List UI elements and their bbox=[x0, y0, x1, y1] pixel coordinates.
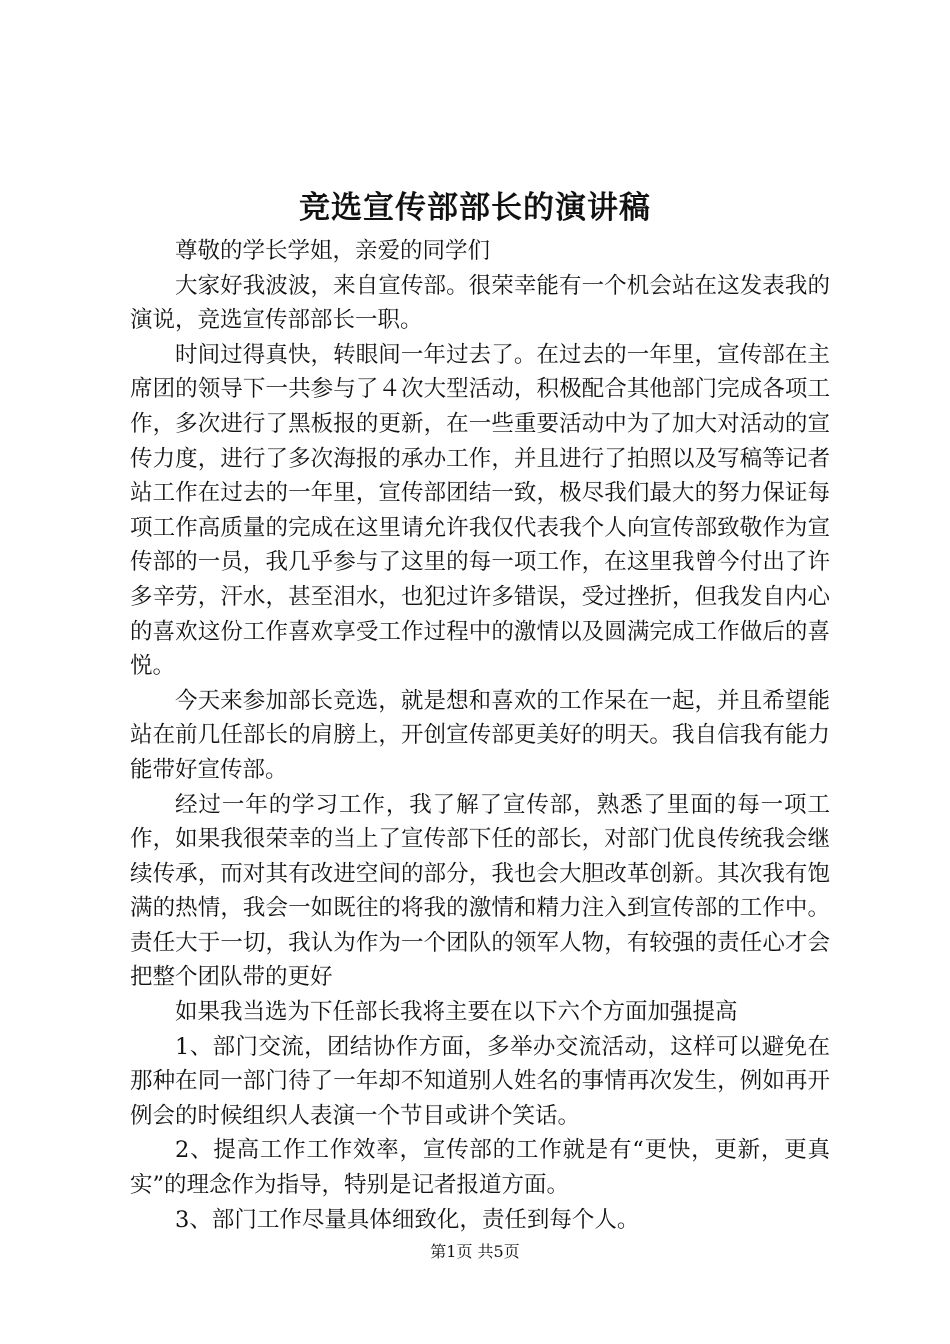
paragraph-past-year: 时间过得真快，转眼间一年过去了。在过去的一年里，宣传部在主席团的领导下一共参与了４次大型活动，积极配合其他部门完成各项工作，多次进行了黑板报的更新，在一些重要活动中为了加大对活动的宣传力度，进行了多次海报的承办工作，并且进行了拍照以及写稿等记者站工作在过去的一年里，宣传部团结一致，极尽我们最大的努力保证每项工作高质量的完成在这里请允许我仅代表我个人向宣传部致敬作为宣传部的一员，我几乎参与了这里的每一项工作，在这里我曾今付出了许多辛劳，汗水，甚至泪水，也犯过许多错误，受过挫折，但我发自内心的喜欢这份工作喜欢享受工作过程中的激情以及圆满完成工作做后的喜悦。 bbox=[130, 341, 830, 680]
document-body bbox=[130, 234, 830, 1237]
paragraph-greeting: 尊敬的学长学姐，亲爱的同学们 bbox=[175, 238, 491, 264]
paragraph-introduction: 大家好我波波，来自宣传部。很荣幸能有一个机会站在这发表我的演说，竞选宣传部部长一职。 bbox=[130, 272, 830, 334]
paragraph-motivation: 今天来参加部长竞选，就是想和喜欢的工作呆在一起，并且希望能站在前几任部长的肩膀上，开创宣传部更美好的明天。我自信我有能力能带好宣传部。 bbox=[130, 687, 830, 783]
paragraph-plan-intro: 如果我当选为下任部长我将主要在以下六个方面加强提高 bbox=[175, 999, 738, 1026]
paragraph-plan-item-3: 3、部门工作尽量具体细致化，责任到每个人。 bbox=[175, 1206, 640, 1233]
paragraph-plan-item-2: 2、提高工作工作效率，宣传部的工作就是有“更快，更新，更真实”的理念作为指导，特别是记者报道方面。 bbox=[130, 1137, 830, 1199]
paragraph-experience: 经过一年的学习工作，我了解了宣传部，熟悉了里面的每一项工作，如果我很荣幸的当上了宣传部下任的部长，对部门优良传统我会继续传承，而对其有改进空间的部分，我也会大胆改革创新。其次我有饱满的热情，我会一如既往的将我的激情和精力注入到宣传部的工作中。责任大于一切，我认为作为一个团队的领军人物，有较强的责任心才会把整个团队带的更好 bbox=[130, 791, 830, 991]
paragraph-plan-item-1: 1、部门交流，团结协作方面，多举办交流活动，这样可以避免在那种在同一部门待了一年却不知道别人姓名的事情再次发生，例如再开例会的时候组织人表演一个节目或讲个笑话。 bbox=[130, 1033, 830, 1129]
document-title: 竞选宣传部部长的演讲稿 bbox=[299, 190, 651, 226]
page-number: 第1页 共5页 bbox=[430, 1242, 520, 1261]
